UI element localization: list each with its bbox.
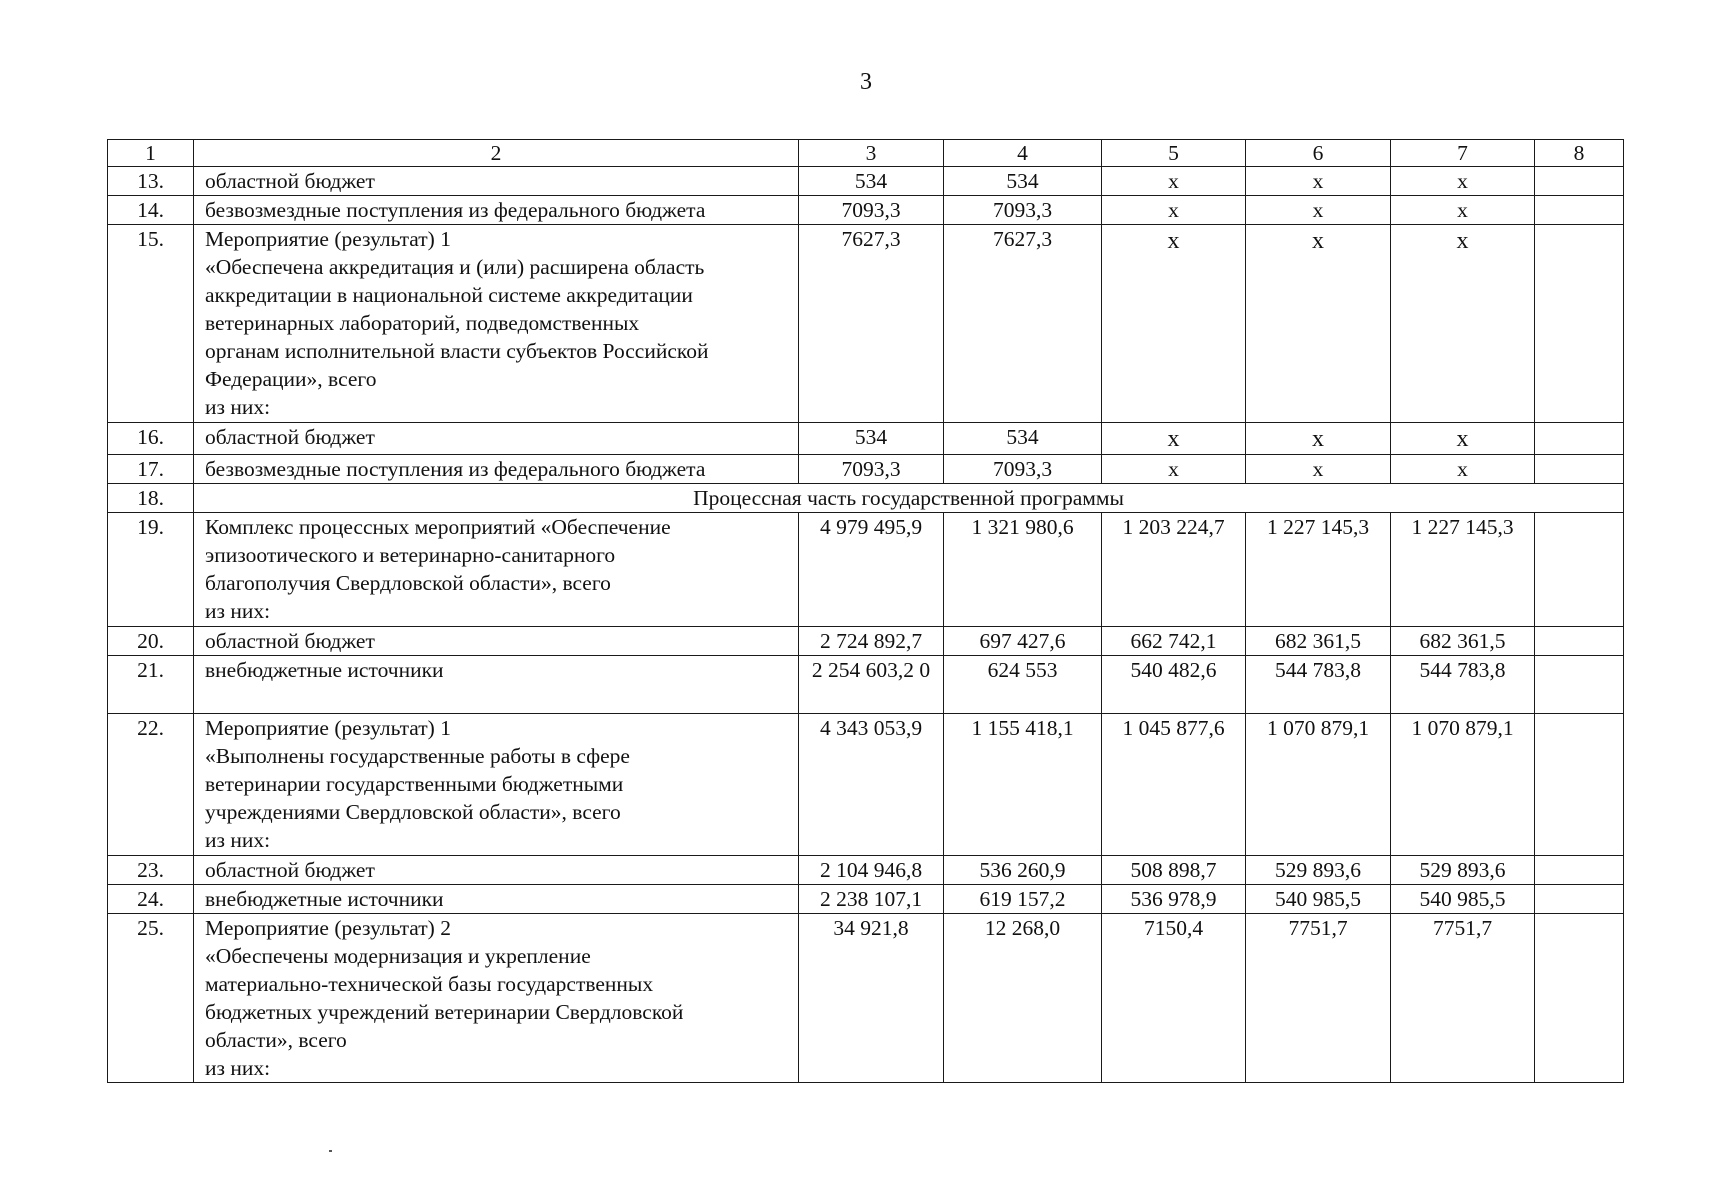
value-cell-col7: 544 783,8 [1391,656,1535,714]
table-body [108,140,1624,1083]
value-cell-col5: 7150,4 [1102,914,1246,1083]
value-cell-col6: 1 227 145,3 [1246,513,1391,627]
value-cell-col4: 624 553 [944,656,1102,714]
value-cell-col4: 1 321 980,6 [944,513,1102,627]
value-cell-col3: 534 [799,167,944,196]
row-name-line: «Обеспечены модернизация и укрепление [205,944,591,968]
value-cell-col6: 540 985,5 [1246,885,1391,914]
value-cell-col8 [1535,225,1624,423]
value-cell-col7: 1 227 145,3 [1391,513,1535,627]
row-name-line: эпизоотического и ветеринарно-санитарного [205,543,616,567]
value-cell-col5: 1 045 877,6 [1102,714,1246,856]
row-name [194,225,799,423]
table-row [108,484,1624,513]
value-cell-col8 [1535,167,1624,196]
row-name [194,856,799,885]
table-row [108,914,1624,1083]
value-cell-col3: 7093,3 [799,455,944,484]
header-cell: 5 [1102,140,1246,167]
value-cell-col8 [1535,423,1624,455]
value-cell-col8 [1535,455,1624,484]
header-cell: 6 [1246,140,1391,167]
row-name-line: внебюджетные источники [205,658,444,682]
value-cell-col8 [1535,656,1624,714]
row-name-line: «Обеспечена аккредитация и (или) расширена область [205,255,705,279]
table-row [108,714,1624,856]
row-number: 22. [108,714,194,856]
value-cell-col5: 508 898,7 [1102,856,1246,885]
value-cell-col3: 2 254 603,2 0 [799,656,944,714]
row-name [194,455,799,484]
row-number: 13. [108,167,194,196]
row-name-line: ветеринарных лабораторий, подведомственных [205,311,640,335]
value-cell-col3: 2 104 946,8 [799,856,944,885]
row-name-line: аккредитации в национальной системе аккредитации [205,283,693,307]
row-name-line: из них: [205,828,271,852]
row-name-line: Мероприятие (результат) 1 [205,227,451,251]
value-cell-col3: 2 724 892,7 [799,627,944,656]
row-number: 21. [108,656,194,714]
row-name-line: из них: [205,395,271,419]
row-number: 25. [108,914,194,1083]
section-title: Процессная часть государственной программы [194,484,1624,513]
value-cell-col3: 2 238 107,1 [799,885,944,914]
value-cell-col6: 682 361,5 [1246,627,1391,656]
row-name-line: внебюджетные источники [205,887,444,911]
row-name [194,513,799,627]
value-cell-col4: 1 155 418,1 [944,714,1102,856]
header-cell: 3 [799,140,944,167]
row-number: 14. [108,196,194,225]
row-name-line: из них: [205,1056,271,1080]
table-row [108,423,1624,455]
table-row [108,225,1624,423]
value-cell-col6: 7751,7 [1246,914,1391,1083]
value-cell-col5: 1 203 224,7 [1102,513,1246,627]
header-cell: 8 [1535,140,1624,167]
row-name-line: Мероприятие (результат) 1 [205,716,451,740]
value-cell-col3: 534 [799,423,944,455]
value-cell-col7: x [1391,167,1535,196]
value-cell-col7: 682 361,5 [1391,627,1535,656]
value-cell-col4: 536 260,9 [944,856,1102,885]
table-row [108,885,1624,914]
value-cell-col8 [1535,196,1624,225]
value-cell-col3: 34 921,8 [799,914,944,1083]
row-name [194,914,799,1083]
value-cell-col7: x [1391,196,1535,225]
value-cell-col3: 7627,3 [799,225,944,423]
value-cell-col6: x [1246,455,1391,484]
row-name [194,196,799,225]
row-number: 20. [108,627,194,656]
row-name-line: области», всего [205,1028,347,1052]
row-name-line: областной бюджет [205,169,375,193]
table-row [108,513,1624,627]
header-cell: 4 [944,140,1102,167]
row-name-line: областной бюджет [205,629,375,653]
header-cell: 7 [1391,140,1535,167]
row-name-line: бюджетных учреждений ветеринарии Свердловской [205,1000,684,1024]
value-cell-col6: 529 893,6 [1246,856,1391,885]
value-cell-col7: 7751,7 [1391,914,1535,1083]
value-cell-col8 [1535,914,1624,1083]
row-name-line: благополучия Свердловской области», всего [205,571,611,595]
row-name [194,714,799,856]
value-cell-col8 [1535,885,1624,914]
value-cell-col8 [1535,714,1624,856]
row-number: 15. [108,225,194,423]
header-cell: 2 [194,140,799,167]
row-name-line: безвозмездные поступления из федерального бюджета [205,198,706,222]
row-number: 23. [108,856,194,885]
row-name-line: Федерации», всего [205,367,377,391]
value-cell-col4: 619 157,2 [944,885,1102,914]
value-cell-col7: x [1391,225,1535,423]
row-number: 17. [108,455,194,484]
row-name [194,627,799,656]
value-cell-col3: 7093,3 [799,196,944,225]
table-row [108,627,1624,656]
page-number: 3 [860,69,872,95]
value-cell-col7: 540 985,5 [1391,885,1535,914]
row-name-line: «Выполнены государственные работы в сфере [205,744,630,768]
value-cell-col8 [1535,513,1624,627]
table-row [108,167,1624,196]
value-cell-col6: 544 783,8 [1246,656,1391,714]
row-name-line: материально-технической базы государственных [205,972,654,996]
row-name-line: Мероприятие (результат) 2 [205,916,451,940]
row-number: 18. [108,484,194,513]
value-cell-col4: 7093,3 [944,455,1102,484]
value-cell-col5: x [1102,423,1246,455]
value-cell-col5: 540 482,6 [1102,656,1246,714]
row-name-line: безвозмездные поступления из федерального бюджета [205,457,706,481]
value-cell-col8 [1535,856,1624,885]
table-header-row [108,140,1624,167]
scan-speck [329,1150,332,1152]
value-cell-col4: 534 [944,423,1102,455]
row-name [194,167,799,196]
value-cell-col7: 529 893,6 [1391,856,1535,885]
value-cell-col6: x [1246,196,1391,225]
value-cell-col4: 12 268,0 [944,914,1102,1083]
value-cell-col3: 4 979 495,9 [799,513,944,627]
value-cell-col3: 4 343 053,9 [799,714,944,856]
value-cell-col7: x [1391,455,1535,484]
row-name-line: ветеринарии государственными бюджетными [205,772,624,796]
table-row [108,455,1624,484]
value-cell-col6: x [1246,225,1391,423]
value-cell-col5: x [1102,225,1246,423]
row-name-line: из них: [205,599,271,623]
budget-table [107,139,1624,1083]
table-row [108,196,1624,225]
table-row [108,656,1624,714]
row-name-line: учреждениями Свердловской области», всего [205,800,621,824]
row-number: 19. [108,513,194,627]
value-cell-col6: x [1246,423,1391,455]
value-cell-col6: x [1246,167,1391,196]
row-name [194,885,799,914]
value-cell-col5: x [1102,455,1246,484]
value-cell-col4: 697 427,6 [944,627,1102,656]
row-name [194,656,799,714]
header-cell: 1 [108,140,194,167]
value-cell-col5: x [1102,167,1246,196]
value-cell-col8 [1535,627,1624,656]
value-cell-col7: x [1391,423,1535,455]
value-cell-col4: 7627,3 [944,225,1102,423]
row-name-line: Комплекс процессных мероприятий «Обеспечение [205,515,671,539]
table-row [108,856,1624,885]
value-cell-col4: 7093,3 [944,196,1102,225]
row-name-line: областной бюджет [205,425,375,449]
value-cell-col4: 534 [944,167,1102,196]
value-cell-col6: 1 070 879,1 [1246,714,1391,856]
row-name-line: областной бюджет [205,858,375,882]
value-cell-col5: 536 978,9 [1102,885,1246,914]
row-name [194,423,799,455]
row-number: 16. [108,423,194,455]
row-name-line: органам исполнительной власти субъектов Российской [205,339,709,363]
row-number: 24. [108,885,194,914]
value-cell-col5: x [1102,196,1246,225]
value-cell-col7: 1 070 879,1 [1391,714,1535,856]
value-cell-col5: 662 742,1 [1102,627,1246,656]
